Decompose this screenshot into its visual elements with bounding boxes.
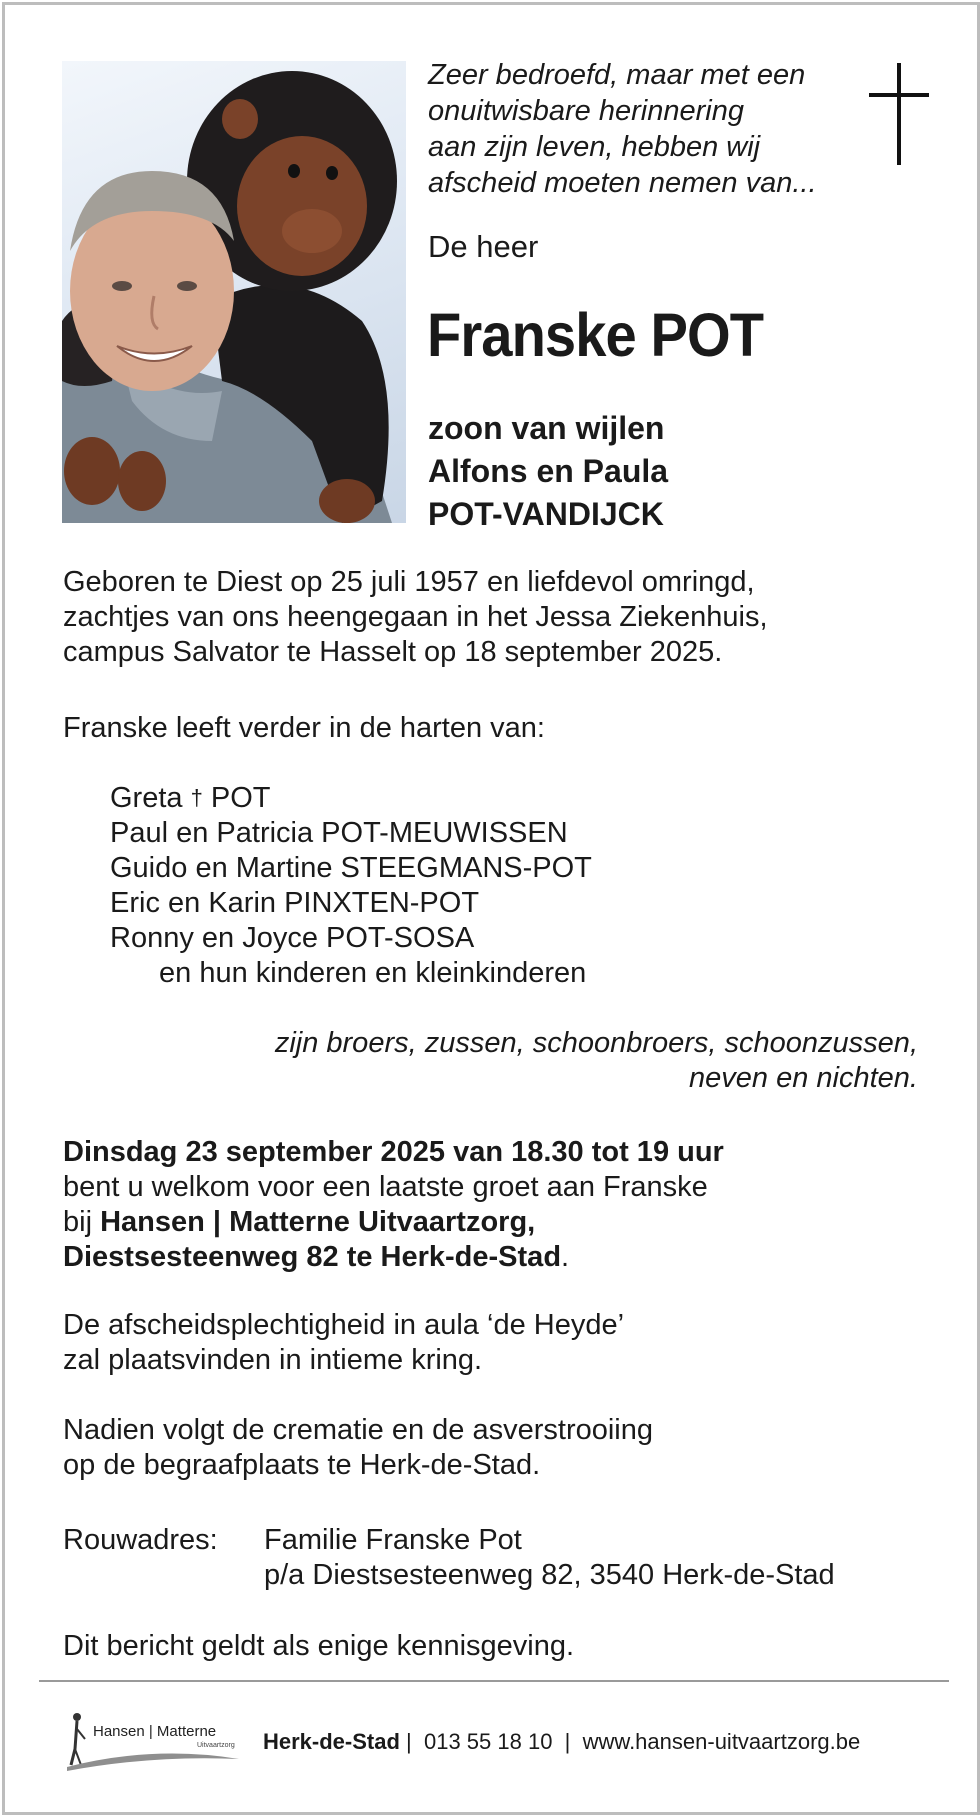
mourning-address-label: Rouwadres: [63,1524,218,1556]
cross-icon [869,63,929,165]
visitation-info [63,1135,724,1275]
lives-on-text: Franske leeft verder in de harten van: [63,712,545,744]
family-list [110,780,592,991]
family-member: Ronny en Joyce POT-SOSA [110,922,475,954]
paragraph-line: Geboren te Diest op 25 juli 1957 en liefdevol omringd, [63,566,755,598]
intro-line: onuitwisbare herinnering [428,95,744,127]
intro-text [428,57,817,201]
mourning-address [264,1523,835,1593]
ceremony-line: zal plaatsvinden in intieme kring. [63,1344,483,1376]
family-member: Guido en Martine STEEGMANS-POT [110,852,592,884]
footer-website-link[interactable]: www.hansen-uitvaartzorg.be [582,1729,861,1754]
family-member-last: POT [210,782,271,814]
mourning-address-line: Familie Franske Pot [264,1524,522,1556]
footer-separator: | [399,1729,424,1754]
family-children: en hun kinderen en kleinkinderen [159,957,587,989]
funeral-home-logo [63,1709,243,1775]
visitation-at: bij [63,1206,101,1238]
cremation-line: Nadien volgt de crematie en de asverstrooiing [63,1414,653,1446]
logo-subtitle: Uitvaartzorg [197,1742,235,1749]
family-member: Paul en Patricia POT-MEUWISSEN [110,817,568,849]
honorific: De heer [428,229,539,264]
family-member-first: Greta [110,782,183,814]
visitation-datetime: Dinsdag 23 september 2025 van 18.30 tot 19 uur [63,1136,724,1168]
notice-text: Dit bericht geldt als enige kennisgeving. [63,1630,575,1662]
portrait-illustration [62,61,406,523]
footer-phone[interactable]: 013 55 18 10 [423,1729,553,1754]
mourning-address-line: p/a Diestsesteenweg 82, 3540 Herk-de-Stad [264,1559,835,1591]
paragraph-line: campus Salvator te Hasselt op 18 september 2025. [63,636,723,668]
paragraph-line: zachtjes van ons heengegaan in het Jessa Ziekenhuis, [63,601,768,633]
relatives-text [275,1026,918,1096]
logo-name: Hansen | Matterne [93,1723,217,1740]
cremation-text [63,1413,653,1483]
footer-contact [263,1729,860,1755]
family-member: Eric en Karin PINXTEN-POT [110,887,480,919]
deceased-cross-icon: † [190,785,203,810]
parents-block [428,407,668,536]
obituary-card [2,2,980,1815]
portrait-photo [62,61,406,523]
footer-city: Herk-de-Stad [263,1729,400,1754]
ceremony-text [63,1308,624,1378]
intro-line: aan zijn leven, hebben wij [428,131,761,163]
relatives-line: zijn broers, zussen, schoonbroers, schoonzussen, [274,1027,918,1059]
intro-line: afscheid moeten nemen van... [428,167,817,199]
ceremony-line: De afscheidsplechtigheid in aula ‘de Heyde’ [63,1309,625,1341]
relatives-line: neven en nichten. [689,1062,918,1094]
parents-line: Alfons en Paula [428,453,669,489]
visitation-period: . [561,1241,570,1273]
parents-line: POT-VANDIJCK [428,496,664,532]
visitation-address: Diestsesteenweg 82 te Herk-de-Stad [63,1241,562,1273]
family-member [110,780,592,816]
visitation-venue: Hansen | Matterne Uitvaartzorg, [100,1206,536,1238]
footer-separator: | [552,1729,583,1754]
cremation-line: op de begraafplaats te Herk-de-Stad. [63,1449,541,1481]
deceased-name: Franske POT [427,301,764,369]
intro-line: Zeer bedroefd, maar met een [428,59,806,91]
divider [39,1680,949,1682]
parents-line: zoon van wijlen [428,410,665,446]
birth-death-paragraph [63,565,768,670]
visitation-welcome: bent u welkom voor een laatste groet aan Franske [63,1171,708,1203]
